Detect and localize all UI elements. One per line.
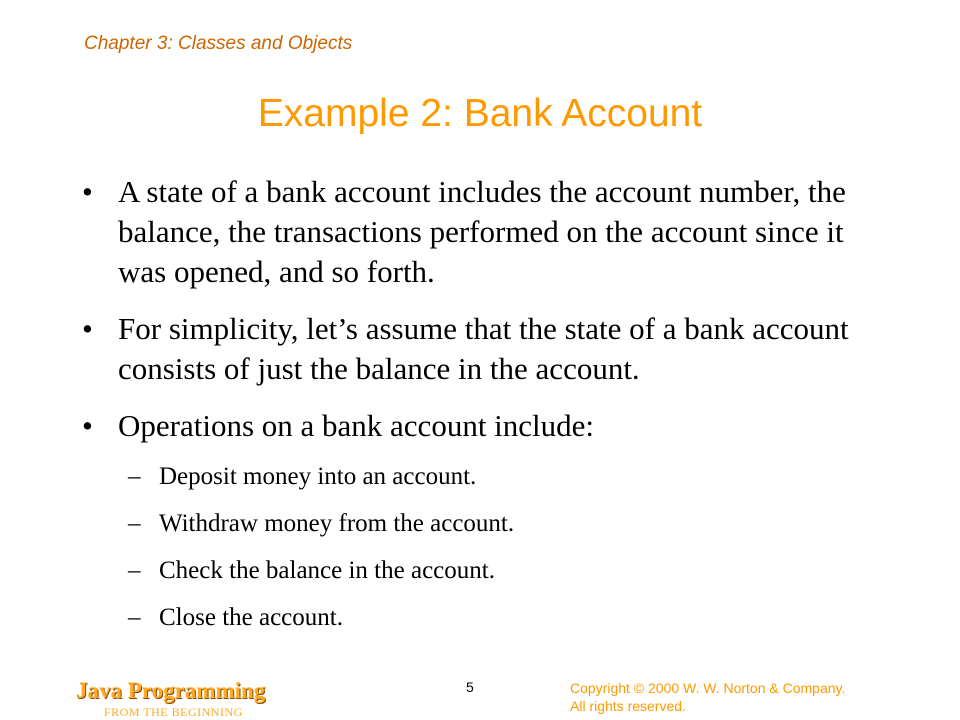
bullet-marker: • [82, 408, 93, 443]
logo-subtitle: FROM THE BEGINNING [104, 705, 243, 719]
bullet-text: Operations on a bank account include: [118, 408, 595, 443]
sub-bullet-item [128, 462, 828, 492]
logo-title: Java Programming [76, 678, 266, 703]
sub-bullet-text: Close the account. [159, 604, 343, 631]
copyright-line: Copyright © 2000 W. W. Norton & Company. [570, 680, 846, 696]
bullet-marker: • [82, 174, 93, 209]
dash-marker: – [128, 604, 141, 631]
sub-bullet-item [128, 603, 828, 633]
bullet-item [82, 406, 882, 446]
slide-title: Example 2: Bank Account [257, 92, 703, 135]
page-number: 5 [466, 679, 474, 695]
dash-marker: – [128, 557, 141, 584]
bullet-item [82, 172, 882, 292]
bullet-item [82, 309, 882, 389]
sub-bullet-text: Check the balance in the account. [159, 557, 495, 584]
sub-bullet-text: Deposit money into an account. [159, 463, 477, 490]
bullet-text: For simplicity, let’s assume that the state of a bank account consists of just the balance in the account. [118, 311, 849, 386]
copyright-notice [570, 679, 845, 715]
bullet-list [82, 172, 882, 463]
chapter-header: Chapter 3: Classes and Objects [84, 33, 353, 54]
sub-bullet-item [128, 556, 828, 586]
book-logo [76, 678, 306, 720]
bullet-text: A state of a bank account includes the account number, the balance, the transactions performed on the account since it was opened, and so forth. [118, 174, 846, 289]
sub-bullet-item [128, 509, 828, 539]
dash-marker: – [128, 463, 141, 490]
dash-marker: – [128, 510, 141, 537]
sub-bullet-text: Withdraw money from the account. [159, 510, 515, 537]
bullet-marker: • [82, 311, 93, 346]
sub-bullet-list [128, 462, 828, 650]
copyright-line: All rights reserved. [570, 698, 686, 714]
